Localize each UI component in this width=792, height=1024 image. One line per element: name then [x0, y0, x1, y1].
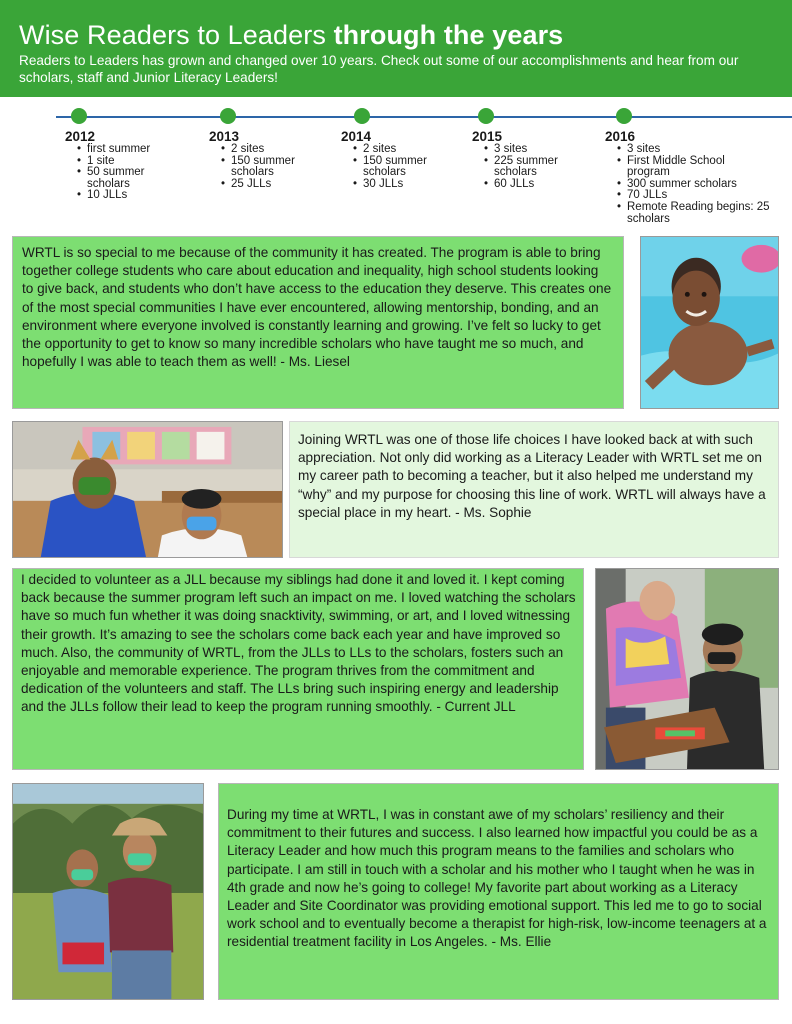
year-label: 2015: [472, 129, 503, 144]
year-item: • 150 summer scholars: [353, 156, 455, 179]
year-label: 2014: [341, 129, 372, 144]
quote-card-sophie: [289, 421, 779, 558]
year-item: • 2 sites: [353, 144, 511, 156]
year-item: • 60 JLLs: [484, 179, 642, 191]
year-item: • First Middle School program: [617, 156, 755, 179]
year-item: • 2 sites: [221, 144, 379, 156]
header-banner: [0, 0, 792, 97]
year-item: • 30 JLLs: [353, 179, 511, 191]
year-item: • Remote Reading begins: 25 scholars: [617, 202, 787, 225]
timeline-dot: [354, 108, 370, 124]
year-label: 2016: [605, 129, 636, 144]
quote-text: I decided to volunteer as a JLL because my siblings had done it and loved it. I kept coming back because the summer program left such an impact on me. I loved watching the scholars have so much fun whether it was doing snacktivity, swimming, or art, and I loved witnessing their growth. It’s amazing to see the scholars come back each year and have improved so much. Also, the community of WRTL, from the JLLs to LLs to the scholars, fosters such an enjoyable and memorable experience. The program thrives from the commitment and dedication of the volunteers and staff. The LLs bring such inspiring energy and leadership and the JLLs follow their lead to keep the program running smoothly. - Current JLL: [21, 572, 576, 715]
photo-boy-swimming-pool: [640, 236, 779, 409]
title-regular: Wise Readers to Leaders: [19, 20, 334, 50]
year-item: • 50 summer scholars: [77, 167, 169, 190]
page-subtitle: Readers to Leaders has grown and changed over 10 years. Check out some of our accomplishments and hear from our scholars, staff and Junior Literacy Leaders!: [19, 53, 739, 85]
quote-text: WRTL is so special to me because of the community it has created. The program is able to bring together college students who care about education and inequality, high school students looking to give back, and students who don’t have access to the education they deserve. This creates one of the most special communities I have ever encountered, allowing mentorship, bonding, and an environment where everyone involved is constantly learning and growing. I’ve felt so lucky to get the opportunity to get to know so many incredible scholars who have taught me so much, and hopefully I was able to teach them as well! - Ms. Liesel: [22, 245, 612, 370]
year-item: • 3 sites: [484, 144, 642, 156]
timeline-dot: [478, 108, 494, 124]
quote-card-ellie: [218, 783, 779, 1000]
photo-jll-helping-student: [595, 568, 779, 770]
timeline-dot: [71, 108, 87, 124]
timeline-dot: [616, 108, 632, 124]
year-item: • 150 summer scholars: [221, 156, 323, 179]
year-item: • first summer: [77, 144, 235, 156]
year-label: 2013: [209, 129, 240, 144]
year-item: • 10 JLLs: [77, 190, 235, 202]
year-item: • 25 JLLs: [221, 179, 379, 191]
page-title: [19, 20, 563, 51]
photo-two-kids-outdoors: [12, 783, 204, 1000]
title-bold: through the years: [333, 20, 564, 50]
quote-card-liesel: [12, 236, 624, 409]
timeline-line: [56, 116, 792, 118]
timeline-dot: [220, 108, 236, 124]
year-item: • 225 summer scholars: [484, 156, 586, 179]
photo-kids-in-classroom: [12, 421, 283, 558]
year-item: • 1 site: [77, 156, 235, 168]
quote-card-current-jll: [12, 568, 584, 770]
year-item: • 70 JLLs: [617, 190, 775, 202]
quote-text: Joining WRTL was one of those life choices I have looked back at with such appreciation. Not only did working as a Literacy Leader with WRTL set me on my career path to becoming a teacher, but it also helped me understand my “why” and my purpose for choosing this line of work. WRTL will always have a special place in my heart. - Ms. Sophie: [298, 432, 766, 520]
timeline-year-2016: [605, 130, 775, 225]
year-item: • 3 sites: [617, 144, 775, 156]
year-label: 2012: [65, 129, 96, 144]
year-item: • 300 summer scholars: [617, 179, 775, 191]
year-items: [605, 144, 775, 225]
quote-text: During my time at WRTL, I was in constant awe of my scholars’ resiliency and their commitment to their futures and success. I also learned how impactful you could be as a Literacy Leader and how much this program means to the families and scholars who participate. I am still in touch with a scholar and his mother who I taught when he was in 4th grade and now he’s going to college! My favorite part about working as a Literacy Leader and Site Coordinator was providing emotional support. This led me to go to social work school and to eventually become a therapist for high-risk, low-income teenagers at a residential treatment facility in Los Angeles. - Ms. Ellie: [227, 807, 767, 950]
